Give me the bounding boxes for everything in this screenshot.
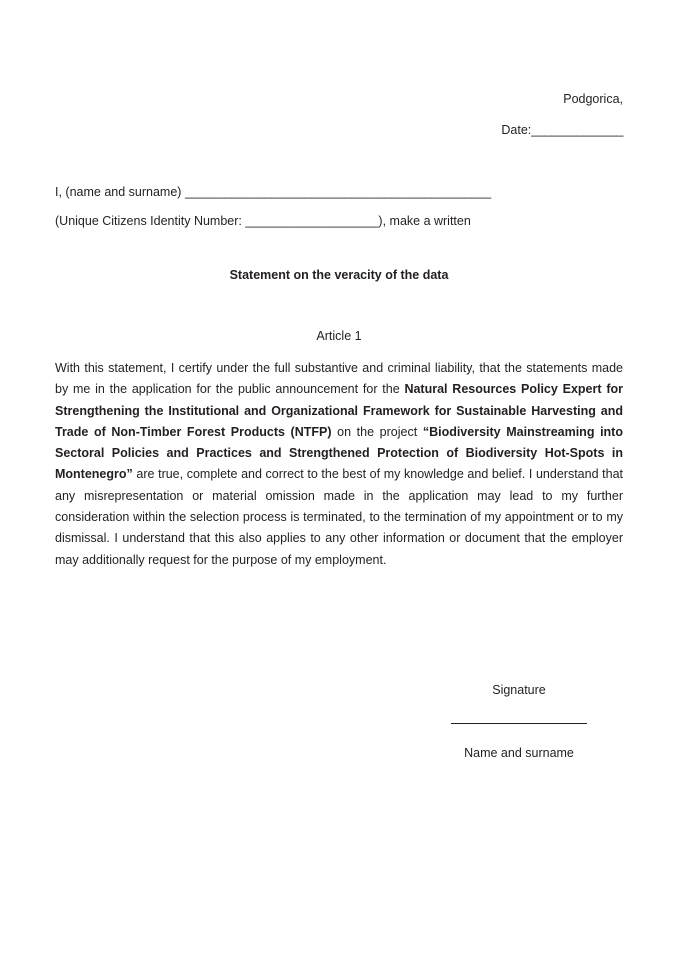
position-title-bold: Natural Resources Policy Expert for Strengthening the Institutional and Organizational Framework for Sustainable Harvesting and Trade of Non-Timber Forest Products (NTFP) (55, 382, 623, 439)
date-fill-blank[interactable]: ______________ (531, 123, 623, 137)
header-block (55, 84, 623, 146)
citizen-id-fill-blank[interactable]: ____________________ (245, 214, 379, 228)
name-field-line (55, 178, 623, 207)
place-label: Podgorica, (563, 92, 623, 106)
citizen-id-label-close: ), make a written (378, 214, 471, 228)
identity-block (55, 178, 623, 236)
signature-name-caption: Name and surname (464, 746, 574, 760)
citizen-id-field-line (55, 207, 623, 236)
statement-segment-1: With this statement, I certify under the full substantive and criminal liability, that the statements made by me in the application for the public announcement for the (55, 361, 623, 397)
article-heading: Article 1 (316, 329, 362, 343)
place-line (55, 84, 623, 115)
statement-segment-2: on the project (331, 424, 423, 439)
name-fill-blank[interactable]: ______________________________________________ (184, 185, 491, 199)
project-title-bold: “Biodiversity Mainstreaming into Sectoral Policies and Practices and Strengthened Protection of Biodiversity Hot-Spots in Montenegro” (55, 424, 623, 482)
page-title: Statement on the veracity of the data (229, 268, 449, 282)
date-label: Date: (501, 123, 532, 137)
statement-segment-3: are true, complete and correct to the best of my knowledge and belief. I understand that any misrepresentation or material omission made in the application may lead to my further consideration within the selection process is terminated, to the termination of my appointment or to my dismissal. I understand that this also applies to any other information or document that the employer may additionally request for the purpose of my employment. (55, 467, 623, 567)
citizen-id-label: (Unique Citizens Identity Number: (55, 214, 242, 228)
body-block (55, 358, 623, 571)
statement-paragraph (55, 358, 623, 571)
signature-line[interactable] (451, 723, 587, 724)
name-field-label: I, (name and surname) (55, 185, 182, 199)
signature-label: Signature (492, 683, 546, 697)
signature-block (415, 681, 623, 762)
date-line (55, 115, 623, 146)
